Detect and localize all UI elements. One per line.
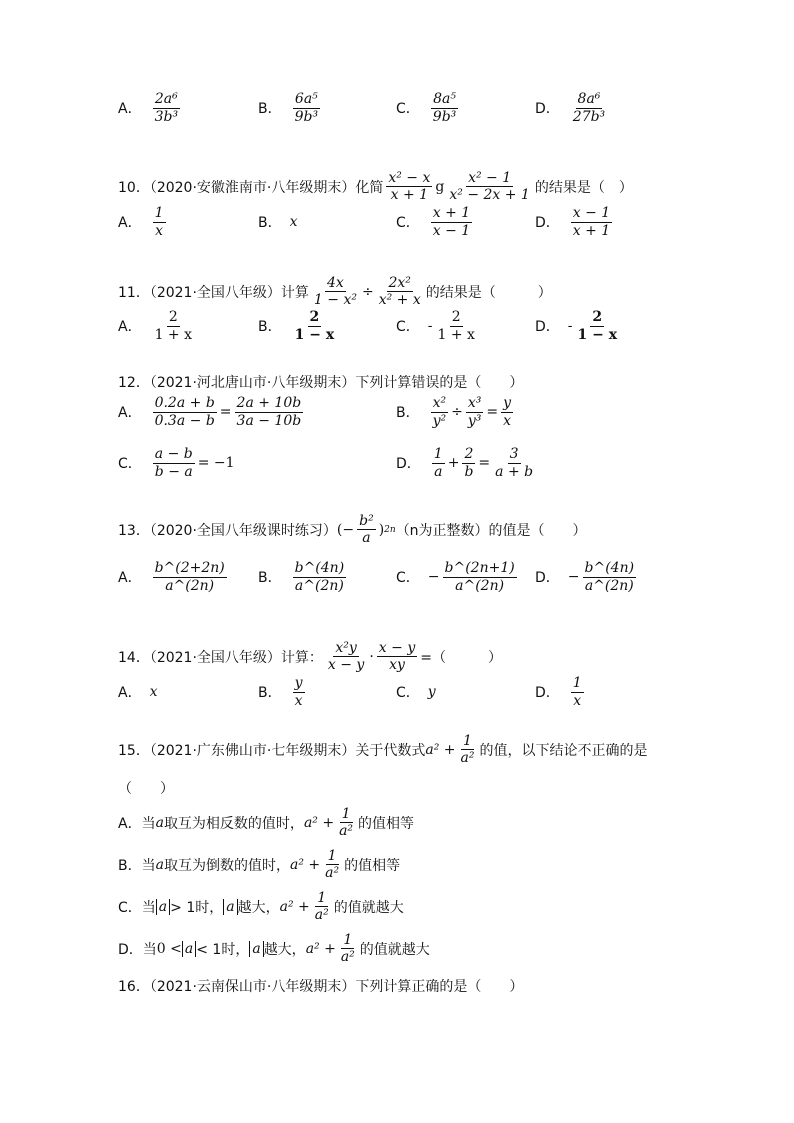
condition: > 1时，: [170, 899, 224, 916]
absolute-value: a: [182, 941, 196, 957]
denominator: x² − 2x + 1: [449, 187, 530, 204]
denominator: a²: [314, 907, 329, 924]
question-text: 16．（2021·云南保山市·八年级期末）下列计算正确的是（ ）: [118, 979, 524, 995]
expression: a² +: [303, 814, 335, 831]
q12-stem: [118, 372, 676, 392]
q13-option-a[interactable]: [118, 560, 230, 593]
q14-stem: [118, 640, 676, 673]
q15-option-d[interactable]: [118, 932, 676, 965]
expr-close: ): [378, 521, 385, 538]
operator: +: [447, 455, 460, 471]
numerator: 2: [451, 309, 461, 326]
q9-option-d[interactable]: [535, 91, 610, 124]
denominator: 3a − 10b: [236, 412, 302, 429]
rhs: = −1: [197, 455, 235, 471]
denominator: a + b: [495, 463, 534, 480]
expr-open: (−: [336, 521, 355, 538]
absolute-value: a: [223, 899, 237, 915]
option-label: B．: [258, 319, 282, 335]
q11-stem: [118, 275, 676, 308]
condition-lead: 0 <: [156, 940, 182, 957]
sign: -: [567, 318, 573, 334]
numerator: 1: [317, 890, 327, 906]
question-text: 10．（2020·安徽淮南市·八年级期末）化简: [118, 179, 384, 196]
q10-stem: [118, 170, 676, 203]
q9-option-c[interactable]: [396, 91, 461, 124]
option-label: C．: [396, 570, 420, 586]
question-text: 12．（2021·河北唐山市·八年级期末）下列计算错误的是（ ）: [118, 375, 524, 391]
q14-option-a[interactable]: [118, 682, 157, 702]
denominator: a^(2n): [455, 577, 505, 594]
numerator: 2: [592, 309, 603, 326]
numerator: b²: [359, 513, 374, 529]
option-label: D．: [396, 456, 421, 472]
denominator: 3b³: [154, 108, 179, 125]
q15-paren: [118, 778, 676, 798]
q9-option-b[interactable]: [258, 91, 323, 124]
option-label: D．: [535, 570, 560, 586]
denominator: 1 − x²: [313, 292, 357, 309]
absolute-value: a: [249, 941, 263, 957]
option-post: 的值相等: [358, 815, 415, 832]
numerator: 8a⁶: [577, 91, 601, 108]
operator: ÷: [361, 283, 374, 300]
option-label: A．: [118, 570, 142, 586]
numerator: 1: [463, 733, 472, 749]
numerator: b^(4n): [294, 560, 345, 577]
denominator: a²: [460, 750, 475, 767]
q13-option-b[interactable]: [258, 560, 349, 593]
option-pre: 当: [142, 941, 157, 958]
denominator: b: [464, 463, 474, 480]
q14-option-d[interactable]: [535, 675, 587, 708]
option-label: D．: [535, 319, 560, 335]
equals: =: [478, 455, 491, 471]
option-label: A．: [118, 215, 142, 231]
option-label: C．: [396, 685, 420, 701]
variable: a: [155, 814, 164, 831]
numerator: 4x: [327, 275, 344, 291]
exponent: 2n: [384, 524, 396, 535]
expression: a² +: [305, 940, 336, 957]
option-label: A．: [118, 101, 142, 117]
option-pre: 当: [141, 815, 156, 832]
denominator: x + 1: [572, 222, 611, 239]
q10-option-a[interactable]: [118, 205, 169, 238]
denominator: a: [434, 463, 443, 480]
question-tail: 的值，以下结论不正确的是: [479, 742, 648, 759]
denominator: x − y: [327, 657, 365, 674]
equals: =: [486, 404, 499, 420]
denominator: xy: [389, 657, 405, 674]
q13-stem: [118, 513, 676, 546]
numerator: x²y: [335, 640, 357, 656]
numerator: x² − x: [388, 170, 431, 186]
option-text: y: [427, 684, 436, 700]
q15-option-a[interactable]: [118, 806, 676, 839]
denominator: x: [294, 692, 303, 709]
denominator: y²: [432, 412, 447, 429]
option-label: B．: [118, 857, 142, 874]
condition: < 1时，: [196, 941, 250, 958]
option-label: A．: [118, 405, 142, 421]
question-text: 15．（2021·广东佛山市·七年级期末）关于代数式: [118, 742, 426, 759]
q13-option-d[interactable]: [535, 560, 639, 593]
question-tail: 的结果是（ ）: [534, 179, 633, 196]
option-label: A．: [118, 319, 142, 335]
numerator: 1: [343, 932, 353, 948]
expression: a² +: [289, 856, 321, 873]
denominator: x − 1: [432, 222, 471, 239]
option-label: B．: [396, 405, 420, 421]
numerator: 2a + 10b: [236, 395, 302, 412]
denominator: x: [503, 412, 512, 429]
option-label: C．: [396, 215, 420, 231]
variable: a: [155, 856, 164, 873]
numerator: a − b: [154, 446, 193, 463]
numerator: 2: [168, 309, 178, 326]
numerator: 8a⁵: [433, 91, 456, 108]
question-tail: =（ ）: [420, 649, 502, 666]
q11-option-c[interactable]: [396, 309, 480, 342]
denominator: a²: [339, 823, 354, 840]
option-label: B．: [258, 570, 282, 586]
numerator: 2x²: [388, 275, 411, 291]
q15-option-c[interactable]: [118, 890, 676, 923]
q10-option-b[interactable]: [258, 212, 298, 232]
option-mid: 越大，: [237, 899, 280, 916]
denominator: a^(2n): [584, 577, 634, 594]
denominator: a²: [340, 949, 355, 966]
question-text: 14．（2021·全国八年级）计算：: [118, 649, 323, 666]
q15-stem: [118, 733, 676, 766]
equals: =: [219, 404, 232, 420]
numerator: b^(2+2n): [154, 560, 225, 577]
question-text: 13．（2020·全国八年级课时练习）: [118, 522, 337, 539]
numerator: x − y: [378, 640, 416, 656]
sign: −: [567, 569, 580, 585]
q16-stem: [118, 976, 676, 996]
option-post: 的值相等: [344, 857, 401, 874]
numerator: 3: [509, 446, 519, 463]
sign: -: [427, 318, 433, 334]
q10-option-d[interactable]: [535, 205, 615, 238]
option-label: C．: [396, 101, 420, 117]
q14-option-c[interactable]: [396, 682, 436, 702]
option-label: D．: [535, 215, 560, 231]
q11-option-b[interactable]: [258, 309, 339, 342]
option-label: C．: [118, 899, 142, 916]
question-tail: （n为正整数）的值是（ ）: [395, 522, 587, 539]
option-mid: 越大，: [263, 941, 306, 958]
option-label: D．: [535, 101, 560, 117]
numerator: 0.2a + b: [154, 395, 215, 412]
numerator: 1: [327, 848, 337, 864]
numerator: 1: [154, 205, 164, 222]
numerator: x² − 1: [468, 170, 512, 186]
denominator: 9b³: [432, 108, 457, 125]
q15-option-b[interactable]: [118, 848, 676, 881]
option-post: 的值就越大: [359, 941, 430, 958]
denominator: x + 1: [390, 187, 429, 204]
denominator: 27b³: [572, 108, 606, 125]
denominator: y³: [467, 412, 482, 429]
option-post: 的值就越大: [333, 899, 404, 916]
denominator: x² + x: [378, 292, 421, 309]
q10-option-c[interactable]: [396, 205, 475, 238]
numerator: 1: [433, 446, 443, 463]
question-tail: 的结果是（ ）: [425, 284, 552, 301]
numerator: x²: [432, 395, 447, 412]
option-label: C．: [118, 456, 142, 472]
numerator: x + 1: [432, 205, 471, 222]
option-text: x: [289, 214, 298, 230]
expression: a² +: [425, 741, 456, 758]
numerator: 1: [341, 806, 351, 822]
numerator: y: [294, 675, 303, 692]
denominator: a: [362, 530, 371, 547]
numerator: 6a⁵: [294, 91, 318, 108]
denominator: 1 + x: [437, 326, 475, 343]
q14-option-b[interactable]: [258, 675, 308, 708]
option-mid: 取互为倒数的值时，: [163, 857, 290, 874]
numerator: b^(4n): [584, 560, 635, 577]
q12-option-a[interactable]: [118, 395, 306, 428]
option-label: D．: [535, 685, 560, 701]
q12-option-c[interactable]: [118, 446, 235, 479]
option-label: C．: [396, 319, 420, 335]
denominator: a^(2n): [294, 577, 344, 594]
operator: ÷: [451, 404, 463, 420]
option-label: B．: [258, 685, 282, 701]
denominator: 0.3a − b: [154, 412, 215, 429]
numerator: 2: [464, 446, 474, 463]
denominator: b − a: [154, 463, 193, 480]
denominator: a²: [325, 865, 340, 882]
option-label: D．: [118, 941, 143, 958]
denominator: 1 − x: [294, 326, 335, 343]
option-mid: 取互为相反数的值时，: [163, 815, 304, 832]
numerator: b^(2n+1): [444, 560, 515, 577]
sign: −: [427, 569, 440, 585]
numerator: 1: [572, 675, 582, 692]
option-pre: 当: [141, 899, 156, 916]
numerator: x − 1: [572, 205, 611, 222]
q9-option-a[interactable]: [118, 91, 183, 124]
q12-option-d[interactable]: [396, 446, 538, 479]
absolute-value: a: [156, 899, 170, 915]
question-text: 11．（2021·全国八年级）计算: [118, 284, 309, 301]
q13-option-c[interactable]: [396, 560, 520, 593]
numerator: 2: [309, 309, 320, 326]
option-pre: 当: [141, 857, 156, 874]
numerator: x³: [467, 395, 482, 412]
denominator: 9b³: [294, 108, 319, 125]
denominator: x: [573, 692, 582, 709]
operator: ·: [369, 648, 374, 665]
q12-option-b[interactable]: [396, 395, 516, 428]
denominator: x: [155, 222, 163, 239]
operator: g: [435, 178, 445, 195]
expression: a² +: [279, 898, 310, 915]
denominator: 1 − x: [577, 326, 618, 343]
q11-option-a[interactable]: [118, 309, 197, 342]
option-label: A．: [118, 685, 142, 701]
numerator: y: [503, 395, 512, 412]
q11-option-d[interactable]: [535, 309, 622, 342]
answer-paren: （ ）: [118, 781, 174, 797]
numerator: 2a⁶: [154, 91, 178, 108]
option-text: x: [149, 684, 158, 700]
denominator: a^(2n): [165, 577, 215, 594]
option-label: B．: [258, 215, 282, 231]
option-label: B．: [258, 101, 282, 117]
denominator: 1 + x: [154, 326, 193, 343]
option-label: A．: [118, 815, 142, 832]
